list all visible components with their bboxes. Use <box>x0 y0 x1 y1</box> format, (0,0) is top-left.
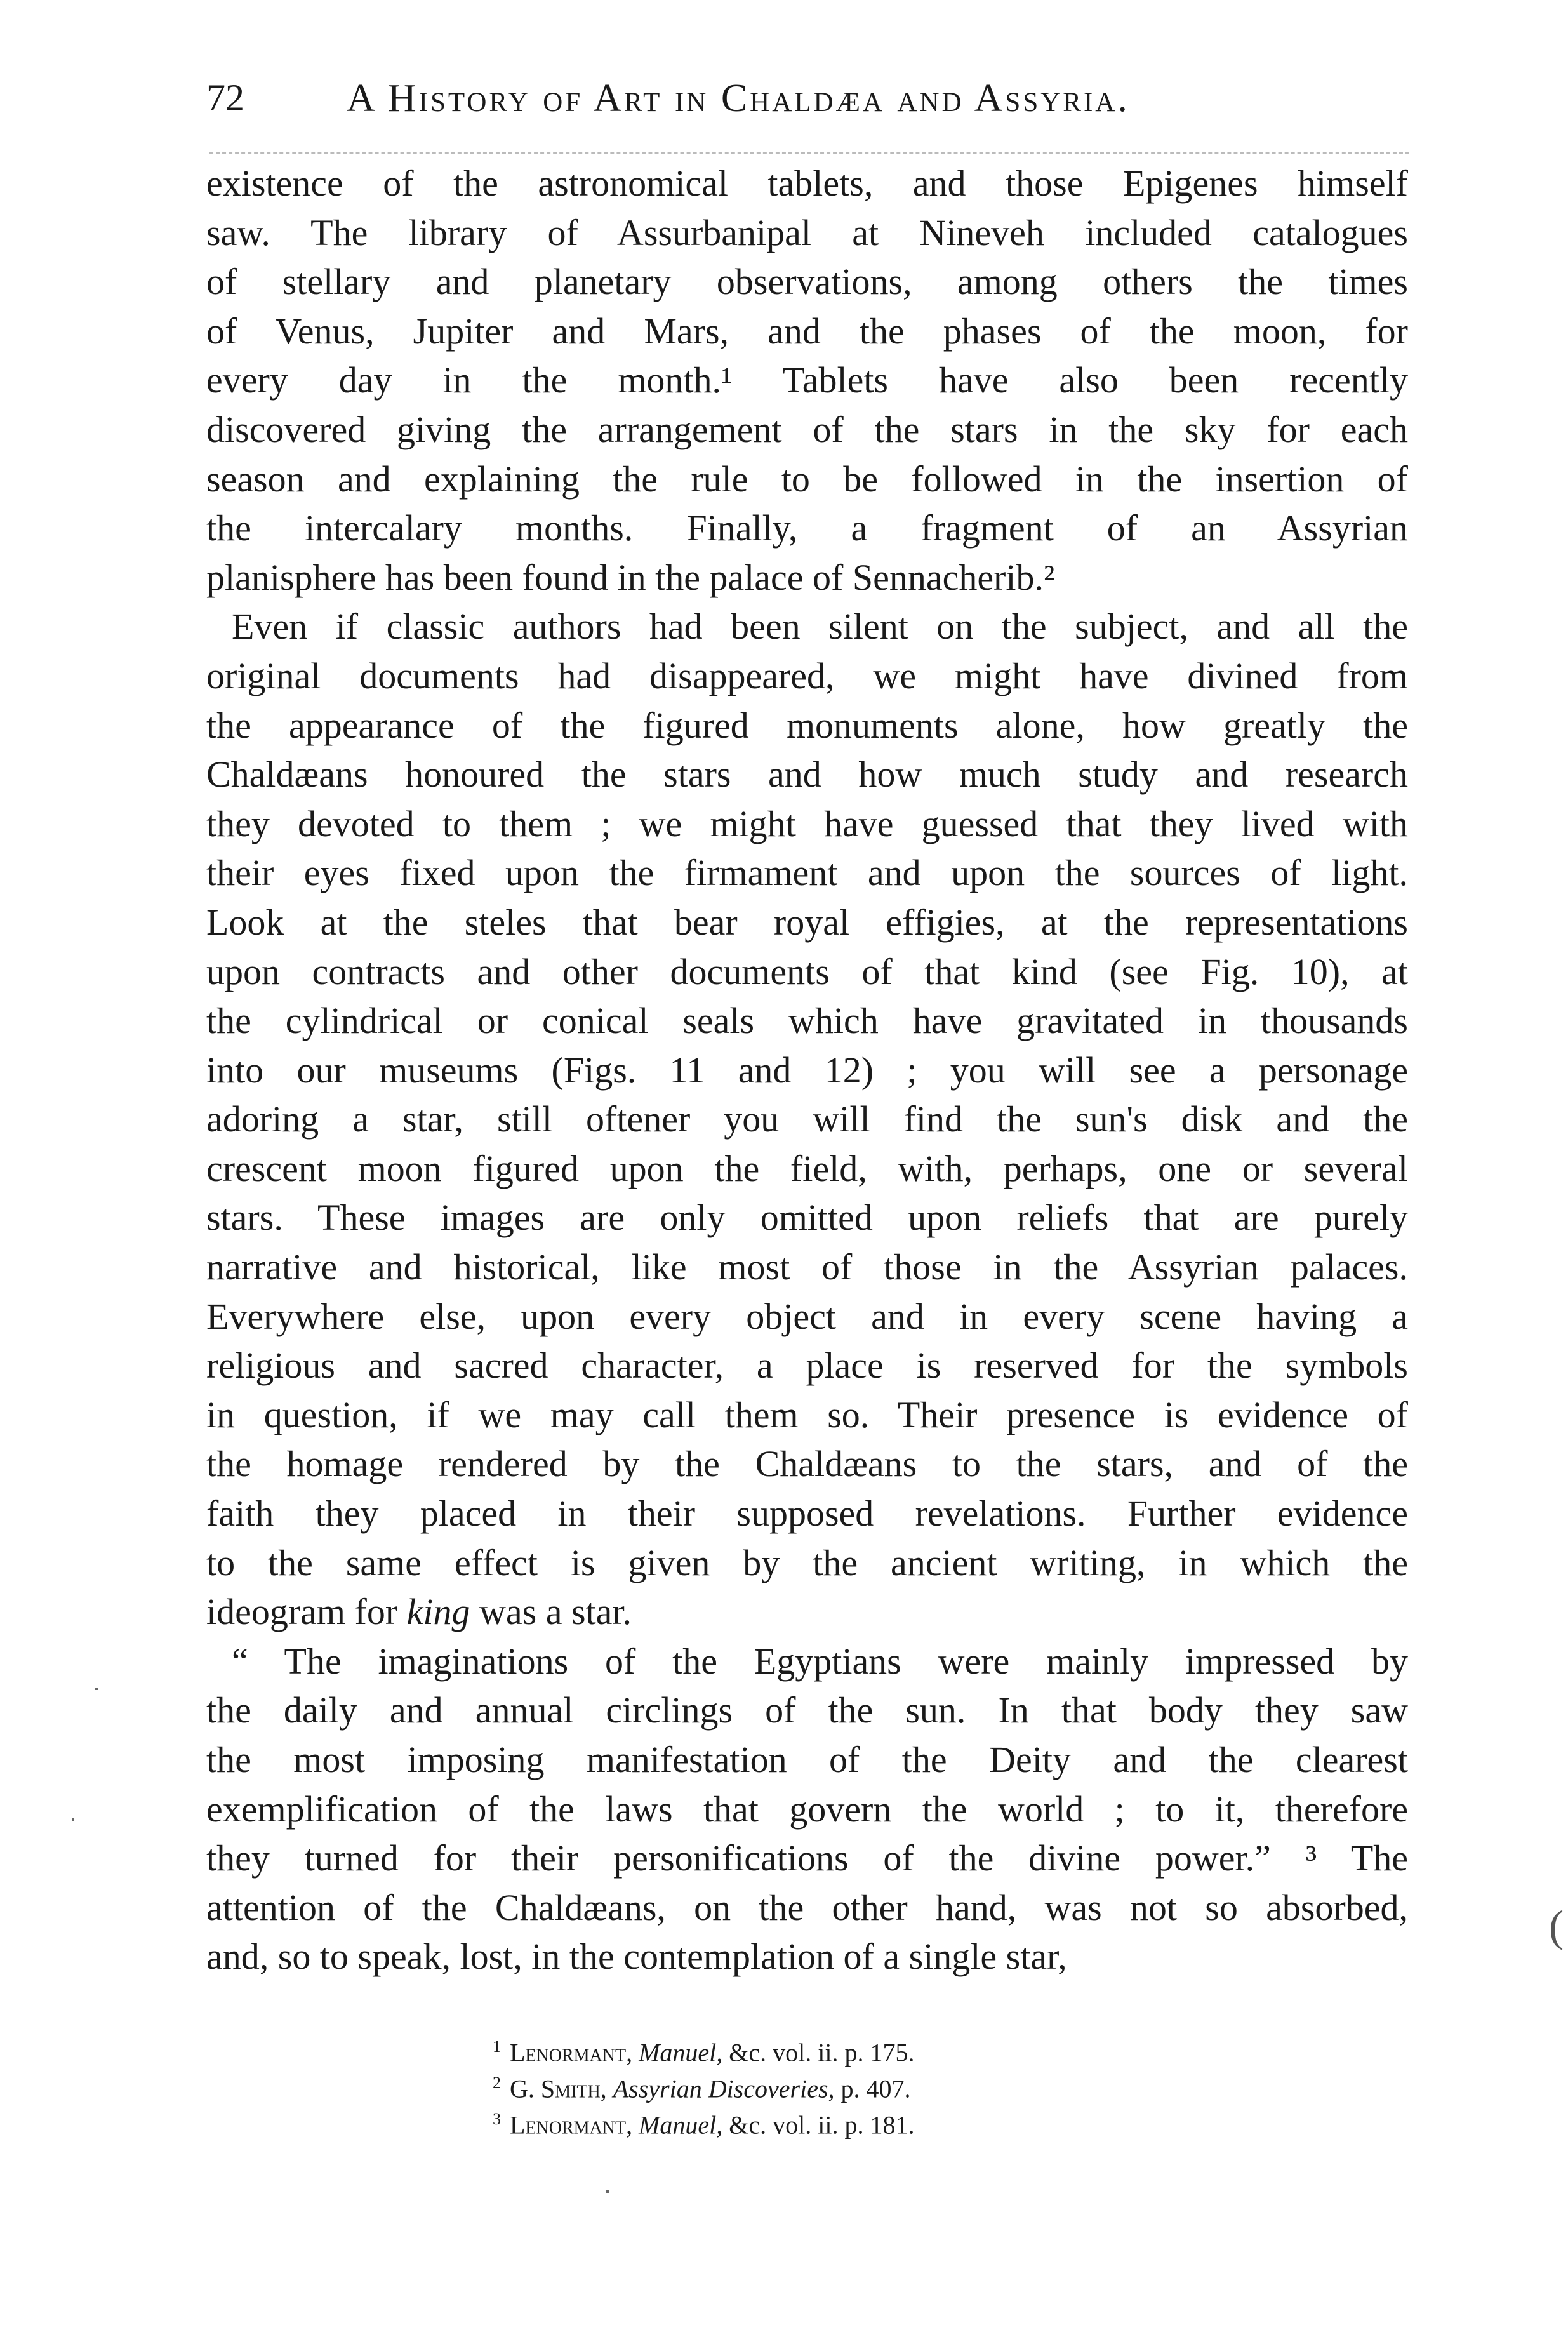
body-text <box>206 159 1408 1981</box>
text-line: planisphere has been found in the palace of Sennacherib.² <box>206 556 1055 598</box>
footnote-author: Lenormant, <box>510 2110 633 2140</box>
text-line: Even if classic authors had been silent on the subject, and all the <box>232 606 1408 648</box>
footnote <box>493 2101 1191 2140</box>
paragraph <box>206 602 1408 1636</box>
text-line: adoring a star, still oftener you will find the sun's disk and the <box>206 1098 1408 1140</box>
text-line: the homage rendered by the Chaldæans to the stars, and of the <box>206 1443 1408 1485</box>
footnote <box>493 2065 1191 2101</box>
footnote-reference: &c. vol. ii. p. 181. <box>722 2110 915 2140</box>
text-line: to the same effect is given by the ancient writing, in which the <box>206 1542 1408 1583</box>
text-line: and, so to speak, lost, in the contemplation of a single star, <box>206 1936 1067 1978</box>
text-line: they turned for their personifications of the divine power.” ³ The <box>206 1837 1408 1879</box>
italic-word: king <box>406 1591 470 1633</box>
header-rule <box>209 152 1409 154</box>
text-segment: ideogram for <box>206 1591 407 1633</box>
text-line: the daily and annual circlings of the sun. In that body they saw <box>206 1689 1408 1731</box>
footnote <box>493 2028 1191 2065</box>
footnote-title: Manuel, <box>639 2110 723 2140</box>
text-line: Chaldæans honoured the stars and how much study and research <box>206 754 1408 796</box>
footnotes <box>493 2028 1191 2140</box>
text-line: original documents had disappeared, we might have divined from <box>206 655 1408 696</box>
text-line: the most imposing manifestation of the Deity and the clearest <box>206 1739 1408 1780</box>
text-line: into our museums (Figs. 11 and 12) ; you will see a personage <box>206 1049 1408 1091</box>
text-line: stars. These images are only omitted upon reliefs that are purely <box>206 1197 1408 1239</box>
page-number: 72 <box>206 77 244 119</box>
speck <box>95 1688 98 1690</box>
text-line: of stellary and planetary observations, among others the times <box>206 261 1408 303</box>
text-line: the cylindrical or conical seals which have gravitated in thousands <box>206 1000 1408 1042</box>
footnote-number: 3 <box>493 2110 501 2128</box>
footnote-title: Assyrian Discoveries, <box>613 2074 835 2103</box>
running-header <box>206 76 1408 127</box>
text-line: narrative and historical, like most of those in the Assyrian palaces. <box>206 1246 1408 1288</box>
paragraph <box>206 1637 1408 1981</box>
text-line: upon contracts and other documents of that kind (see Fig. 10), at <box>206 950 1408 992</box>
footnote-title: Manuel, <box>639 2038 723 2067</box>
text-line: Look at the steles that bear royal effigies, at the representations <box>206 901 1408 943</box>
margin-mark: ( <box>1549 1902 1564 1951</box>
text-line: season and explaining the rule to be followed in the insertion of <box>206 458 1408 500</box>
footnote-number: 2 <box>493 2074 501 2092</box>
text-line: existence of the astronomical tablets, and those Epigenes himself <box>206 163 1408 204</box>
text-line: attention of the Chaldæans, on the other hand, was not so absorbed, <box>206 1886 1408 1928</box>
text-line: faith they placed in their supposed revelations. Further evidence <box>206 1493 1408 1535</box>
running-title: A History of Art in Chaldæa and Assyria. <box>347 77 1130 120</box>
speck <box>72 1818 74 1821</box>
text-line: religious and sacred character, a place is reserved for the symbols <box>206 1345 1408 1387</box>
speck <box>606 2190 609 2193</box>
footnote-author: Lenormant, <box>510 2038 633 2067</box>
footnote-number: 1 <box>493 2037 501 2056</box>
text-segment: was a star. <box>470 1591 632 1633</box>
text-line: “ The imaginations of the Egyptians were mainly impressed by <box>232 1640 1408 1682</box>
text-line <box>206 1587 1408 1637</box>
footnote-author: G. Smith, <box>510 2074 607 2103</box>
footnote-reference: &c. vol. ii. p. 175. <box>722 2038 915 2067</box>
text-line: in question, if we may call them so. Their presence is evidence of <box>206 1394 1408 1435</box>
text-line: of Venus, Jupiter and Mars, and the phases of the moon, for <box>206 310 1408 352</box>
footnote-reference: p. 407. <box>834 2074 911 2103</box>
text-line: every day in the month.¹ Tablets have also been recently <box>206 359 1408 401</box>
text-line: crescent moon figured upon the field, with, perhaps, one or several <box>206 1147 1408 1189</box>
text-line: the intercalary months. Finally, a fragment of an Assyrian <box>206 507 1408 549</box>
text-line: discovered giving the arrangement of the stars in the sky for each <box>206 408 1408 450</box>
text-line: they devoted to them ; we might have guessed that they lived with <box>206 802 1408 844</box>
paragraph <box>206 159 1408 602</box>
text-line: saw. The library of Assurbanipal at Nineveh included catalogues <box>206 211 1408 253</box>
text-line: the appearance of the figured monuments alone, how greatly the <box>206 704 1408 746</box>
text-line: Everywhere else, upon every object and in every scene having a <box>206 1295 1408 1337</box>
text-line: their eyes fixed upon the firmament and upon the sources of light. <box>206 852 1408 894</box>
text-line: exemplification of the laws that govern the world ; to it, therefore <box>206 1788 1408 1830</box>
